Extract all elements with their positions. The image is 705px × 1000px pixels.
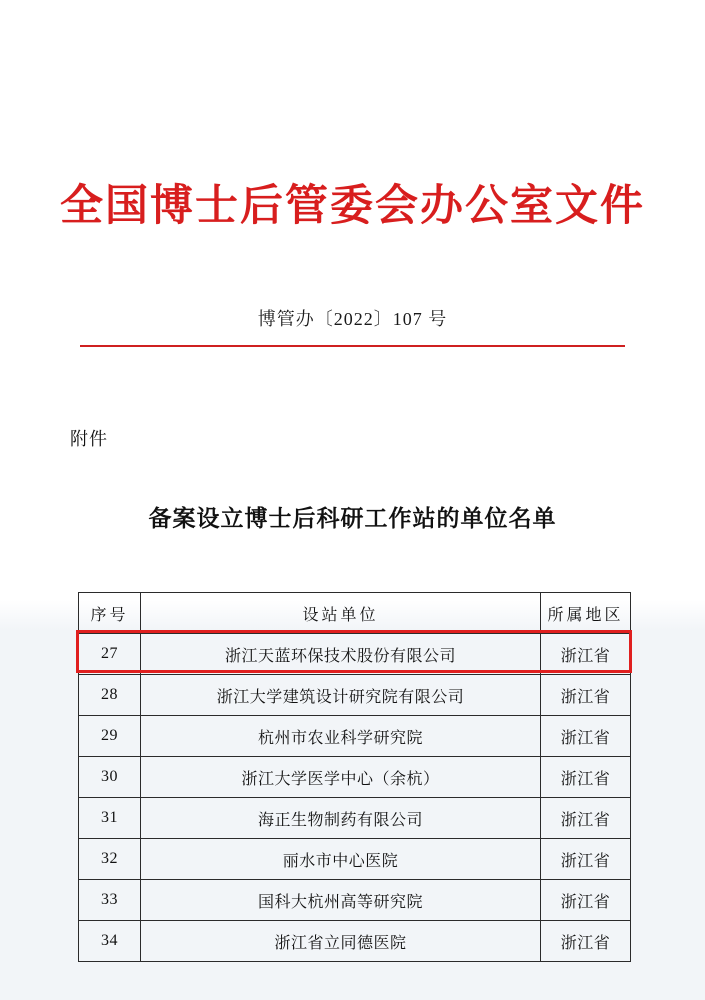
cell-index: 32 xyxy=(79,839,141,880)
column-header-region: 所属地区 xyxy=(541,593,631,634)
table-row xyxy=(79,880,631,921)
document-number: 博管办〔2022〕107 号 xyxy=(257,309,448,329)
cell-region: 浙江省 xyxy=(541,839,631,880)
cell-region: 浙江省 xyxy=(541,757,631,798)
cell-index: 30 xyxy=(79,757,141,798)
cell-unit: 国科大杭州高等研究院 xyxy=(141,880,541,921)
cell-region: 浙江省 xyxy=(541,634,631,675)
cell-index: 31 xyxy=(79,798,141,839)
cell-unit: 浙江大学建筑设计研究院有限公司 xyxy=(141,675,541,716)
column-header-index: 序号 xyxy=(79,593,141,634)
table-row xyxy=(79,798,631,839)
column-header-unit: 设站单位 xyxy=(141,593,541,634)
cell-region: 浙江省 xyxy=(541,921,631,962)
cell-index: 34 xyxy=(79,921,141,962)
cell-region: 浙江省 xyxy=(541,716,631,757)
attachment-label: 附件 xyxy=(70,429,108,449)
cell-index: 33 xyxy=(79,880,141,921)
table-row xyxy=(79,716,631,757)
table-row xyxy=(79,839,631,880)
table-row xyxy=(79,675,631,716)
table-row xyxy=(79,921,631,962)
document-title: 全国博士后管委会办公室文件 xyxy=(60,181,645,231)
cell-unit: 海正生物制药有限公司 xyxy=(141,798,541,839)
cell-region: 浙江省 xyxy=(541,675,631,716)
cell-unit: 浙江大学医学中心（余杭） xyxy=(141,757,541,798)
table-header-row xyxy=(79,593,631,634)
cell-index: 29 xyxy=(79,716,141,757)
cell-index: 27 xyxy=(79,634,141,675)
cell-unit: 浙江省立同德医院 xyxy=(141,921,541,962)
cell-unit: 丽水市中心医院 xyxy=(141,839,541,880)
table-body xyxy=(79,634,631,962)
table-row xyxy=(79,757,631,798)
cell-index: 28 xyxy=(79,675,141,716)
cell-region: 浙江省 xyxy=(541,880,631,921)
cell-region: 浙江省 xyxy=(541,798,631,839)
cell-unit: 杭州市农业科学研究院 xyxy=(141,716,541,757)
list-title: 备案设立博士后科研工作站的单位名单 xyxy=(148,506,557,531)
red-divider-rule xyxy=(80,345,625,347)
unit-list-table xyxy=(78,592,631,962)
cell-unit: 浙江天蓝环保技术股份有限公司 xyxy=(141,634,541,675)
table-row xyxy=(79,634,631,675)
